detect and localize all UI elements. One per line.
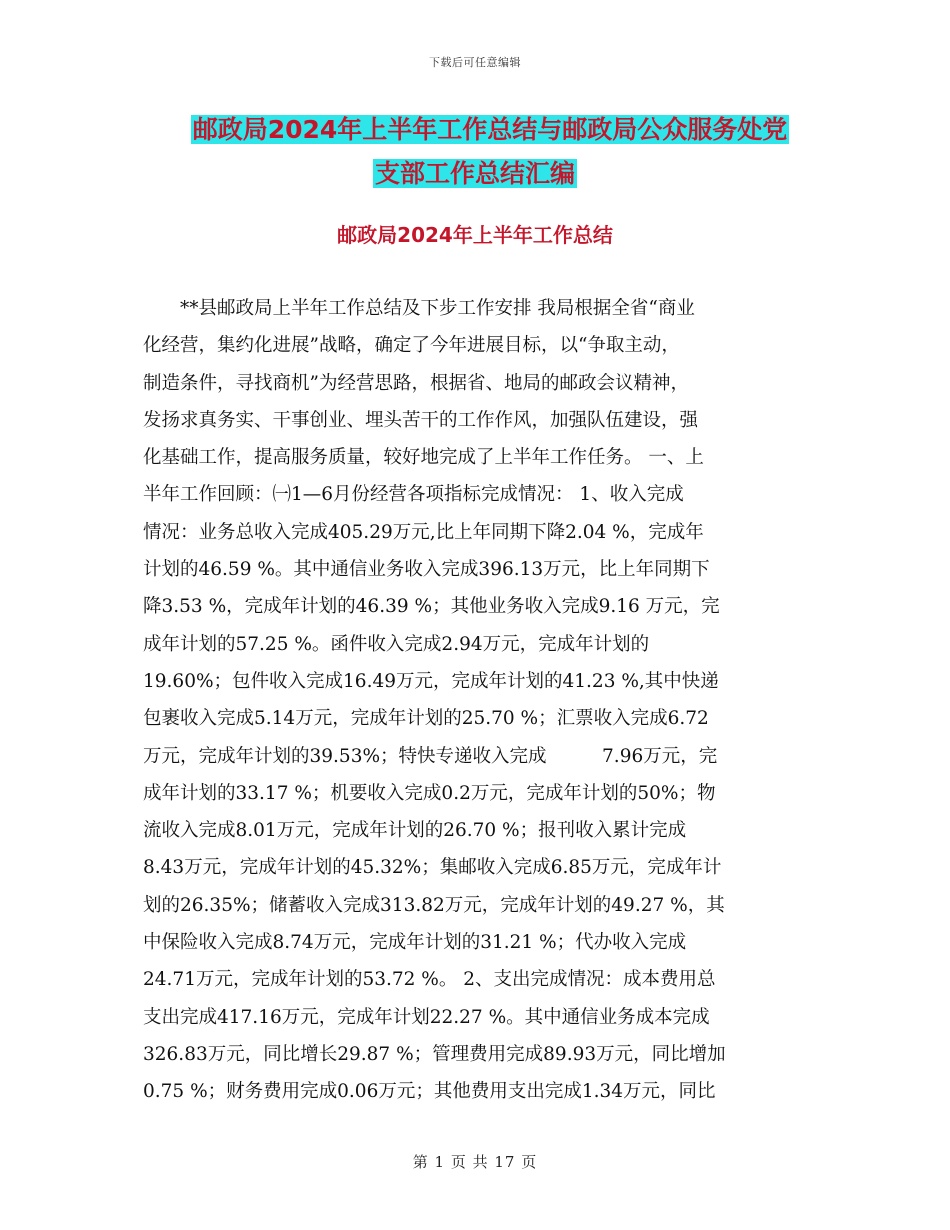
body-line: 情况：业务总收入完成405.29万元,比上年同期下降2.04 %，完成年 xyxy=(143,521,704,543)
title-highlight-2: 支部工作总结汇编 xyxy=(374,159,575,188)
body-line: 制造条件，寻找商机”为经营思路，根据省、地局的邮政会议精神， xyxy=(143,372,689,394)
section-title: 邮政局2024年上半年工作总结 xyxy=(337,223,613,247)
body-line: 19.60%；包件收入完成16.49万元，完成年计划的41.23 %,其中快递 xyxy=(143,670,719,692)
header-note: 下载后可任意编辑 xyxy=(429,56,521,69)
body-line: 中保险收入完成8.74万元，完成年计划的31.21 %；代办收入完成 xyxy=(143,932,687,954)
body-line: **县邮政局上半年工作总结及下步工作安排 我局根据全省“商业 xyxy=(143,298,695,319)
body-line: 0.75 %；财务费用完成0.06万元；其他费用支出完成1.34万元，同比 xyxy=(143,1081,716,1103)
body-line: 计划的46.59 %。其中通信业务收入完成396.13万元，比上年同期下 xyxy=(143,559,710,581)
body-line: 8.43万元，完成年计划的45.32%；集邮收入完成6.85万元，完成年计 xyxy=(143,857,722,879)
body-paragraph xyxy=(143,290,808,1111)
body-line: 发扬求真务实、干事创业、埋头苦干的工作作风，加强队伍建设，强 xyxy=(143,409,699,431)
body-line: 成年计划的33.17 %；机要收入完成0.2万元，完成年计划的50%；物 xyxy=(143,782,716,804)
body-line: 降3.53 %，完成年计划的46.39 %；其他业务收入完成9.16 万元，完 xyxy=(143,596,720,618)
document-title-line-1 xyxy=(0,112,950,148)
body-line: 成年计划的57.25 %。函件收入完成2.94万元，完成年计划的 xyxy=(143,633,650,655)
document-title-line-2 xyxy=(0,156,950,192)
body-line: 半年工作回顾：㈠1—6月份经营各项指标完成情况： 1、收入完成 xyxy=(143,484,684,506)
body-line: 24.71万元，完成年计划的53.72 %。 2、支出完成情况：成本费用总 xyxy=(143,969,716,991)
body-line: 流收入完成8.01万元，完成年计划的26.70 %；报刊收入累计完成 xyxy=(143,820,687,842)
body-line: 化基础工作，提高服务质量，较好地完成了上半年工作任务。 一、上 xyxy=(143,447,704,469)
body-line: 包裹收入完成5.14万元，完成年计划的25.70 %；汇票收入完成6.72 xyxy=(143,708,709,730)
page-footer: 第 1 页 共 17 页 xyxy=(412,1153,538,1171)
body-line: 万元，完成年计划的39.53%；特快专递收入完成 7.96万元，完 xyxy=(143,745,718,767)
body-line: 划的26.35%；储蓄收入完成313.82万元，完成年计划的49.27 %，其 xyxy=(143,894,725,916)
body-line: 支出完成417.16万元，完成年计划22.27 %。其中通信业务成本完成 xyxy=(143,1006,710,1028)
body-line: 326.83万元，同比增长29.87 %；管理费用完成89.93万元，同比增加 xyxy=(143,1043,726,1065)
body-line: 化经营，集约化进展”战略，确定了今年进展目标，以“争取主动， xyxy=(143,335,680,357)
title-highlight-1: 邮政局2024年上半年工作总结与邮政局公众服务处党 xyxy=(192,115,788,144)
